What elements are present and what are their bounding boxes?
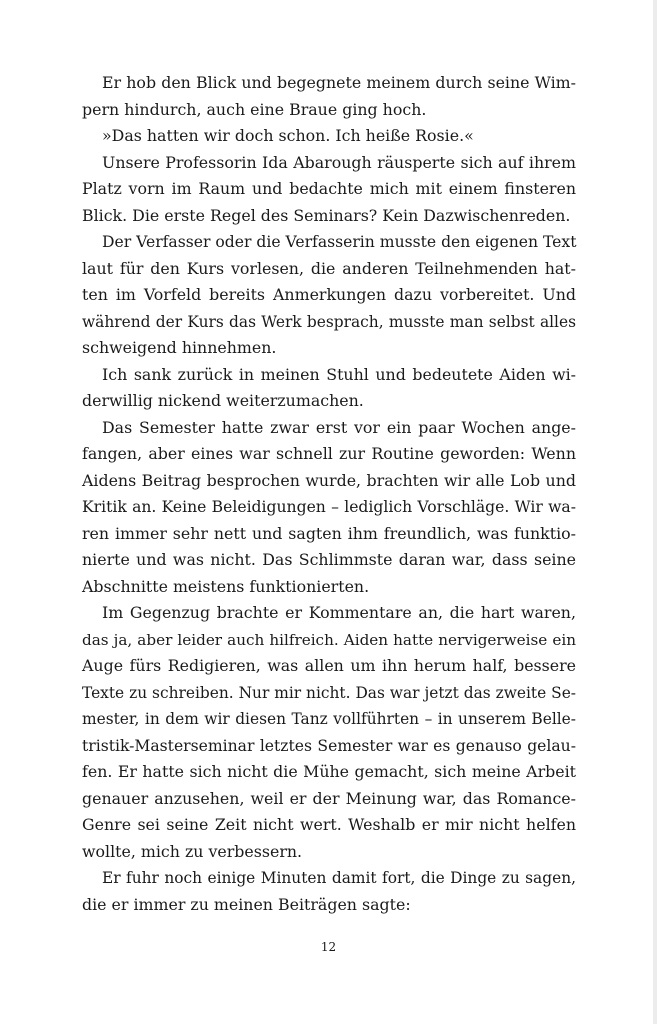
- text-line: Auge fürs Redigieren, was allen um ihn herum half, bessere: [82, 656, 576, 675]
- text-line: Ich sank zurück in meinen Stuhl und bedeutete Aiden wi-: [102, 364, 576, 384]
- text-line: mester, in dem wir diesen Tanz vollführten – in unserem Belle-: [82, 710, 576, 728]
- text-line: Genre sei seine Zeit nicht wert. Weshalb er mir nicht helfen: [82, 815, 576, 834]
- text-line: Er hob den Blick und begegnete meinem durch seine Wim-: [102, 73, 576, 92]
- text-line: Blick. Die erste Regel des Seminars? Kein Dazwischenreden.: [82, 205, 571, 225]
- text-line: das ja, aber leider auch hilfreich. Aiden hatte nervigerweise ein: [82, 630, 576, 649]
- text-line: laut für den Kurs vorlesen, die anderen Teilnehmenden hat-: [82, 258, 576, 278]
- text-line: schweigend hinnehmen.: [82, 338, 277, 357]
- text-line: Unsere Professorin Ida Abarough räusperte sich auf ihrem: [102, 152, 576, 172]
- text-line: Der Verfasser oder die Verfasserin musste den eigenen Text: [102, 233, 577, 251]
- text-line: ten im Vorfeld bereits Anmerkungen dazu vorbereitet. Und: [82, 285, 576, 304]
- text-line: genauer anzusehen, weil er der Meinung war, das Romance-: [82, 788, 576, 808]
- text-line: ren immer sehr nett und sagten ihm freundlich, was funktio-: [82, 523, 576, 543]
- text-line: nierte und was nicht. Das Schlimmste daran war, dass seine: [82, 550, 576, 569]
- page-number: 12: [320, 940, 337, 954]
- text-line: »Das hatten wir doch schon. Ich heiße Rosie.«: [102, 126, 474, 145]
- page-edge-shadow: [653, 0, 657, 1024]
- text-line: Er fuhr noch einige Minuten damit fort, die Dinge zu sagen,: [102, 869, 576, 887]
- text-line: Kritik an. Keine Beleidigungen – lediglich Vorschläge. Wir wa-: [82, 498, 576, 516]
- text-line: während der Kurs das Werk besprach, musste man selbst alles: [82, 312, 576, 331]
- text-line: Abschnitte meistens funktionierten.: [82, 576, 370, 596]
- text-line: Im Gegenzug brachte er Kommentare an, die hart waren,: [102, 603, 576, 622]
- text-line: Aidens Beitrag besprochen wurde, brachten wir alle Lob und: [82, 470, 576, 490]
- text-line: Platz vorn im Raum und bedachte mich mit einem finsteren: [82, 179, 576, 198]
- text-line: fangen, aber eines war schnell zur Routine geworden: Wenn: [82, 444, 576, 463]
- text-line: derwillig nickend weiterzumachen.: [82, 391, 364, 410]
- text-line: Texte zu schreiben. Nur mir nicht. Das war jetzt das zweite Se-: [82, 683, 576, 702]
- text-line: wollte, mich zu verbessern.: [82, 841, 303, 861]
- text-line: Das Semester hatte zwar erst vor ein paar Wochen ange-: [102, 417, 576, 437]
- text-line: tristik-Masterseminar letztes Semester war es genauso gelau-: [82, 736, 576, 755]
- text-line: pern hindurch, auch eine Braue ging hoch.: [82, 99, 427, 119]
- book-page-body: [82, 70, 576, 918]
- text-line: fen. Er hatte sich nicht die Mühe gemacht, sich meine Arbeit: [82, 762, 576, 781]
- text-line: die er immer zu meinen Beiträgen sagte:: [82, 894, 411, 914]
